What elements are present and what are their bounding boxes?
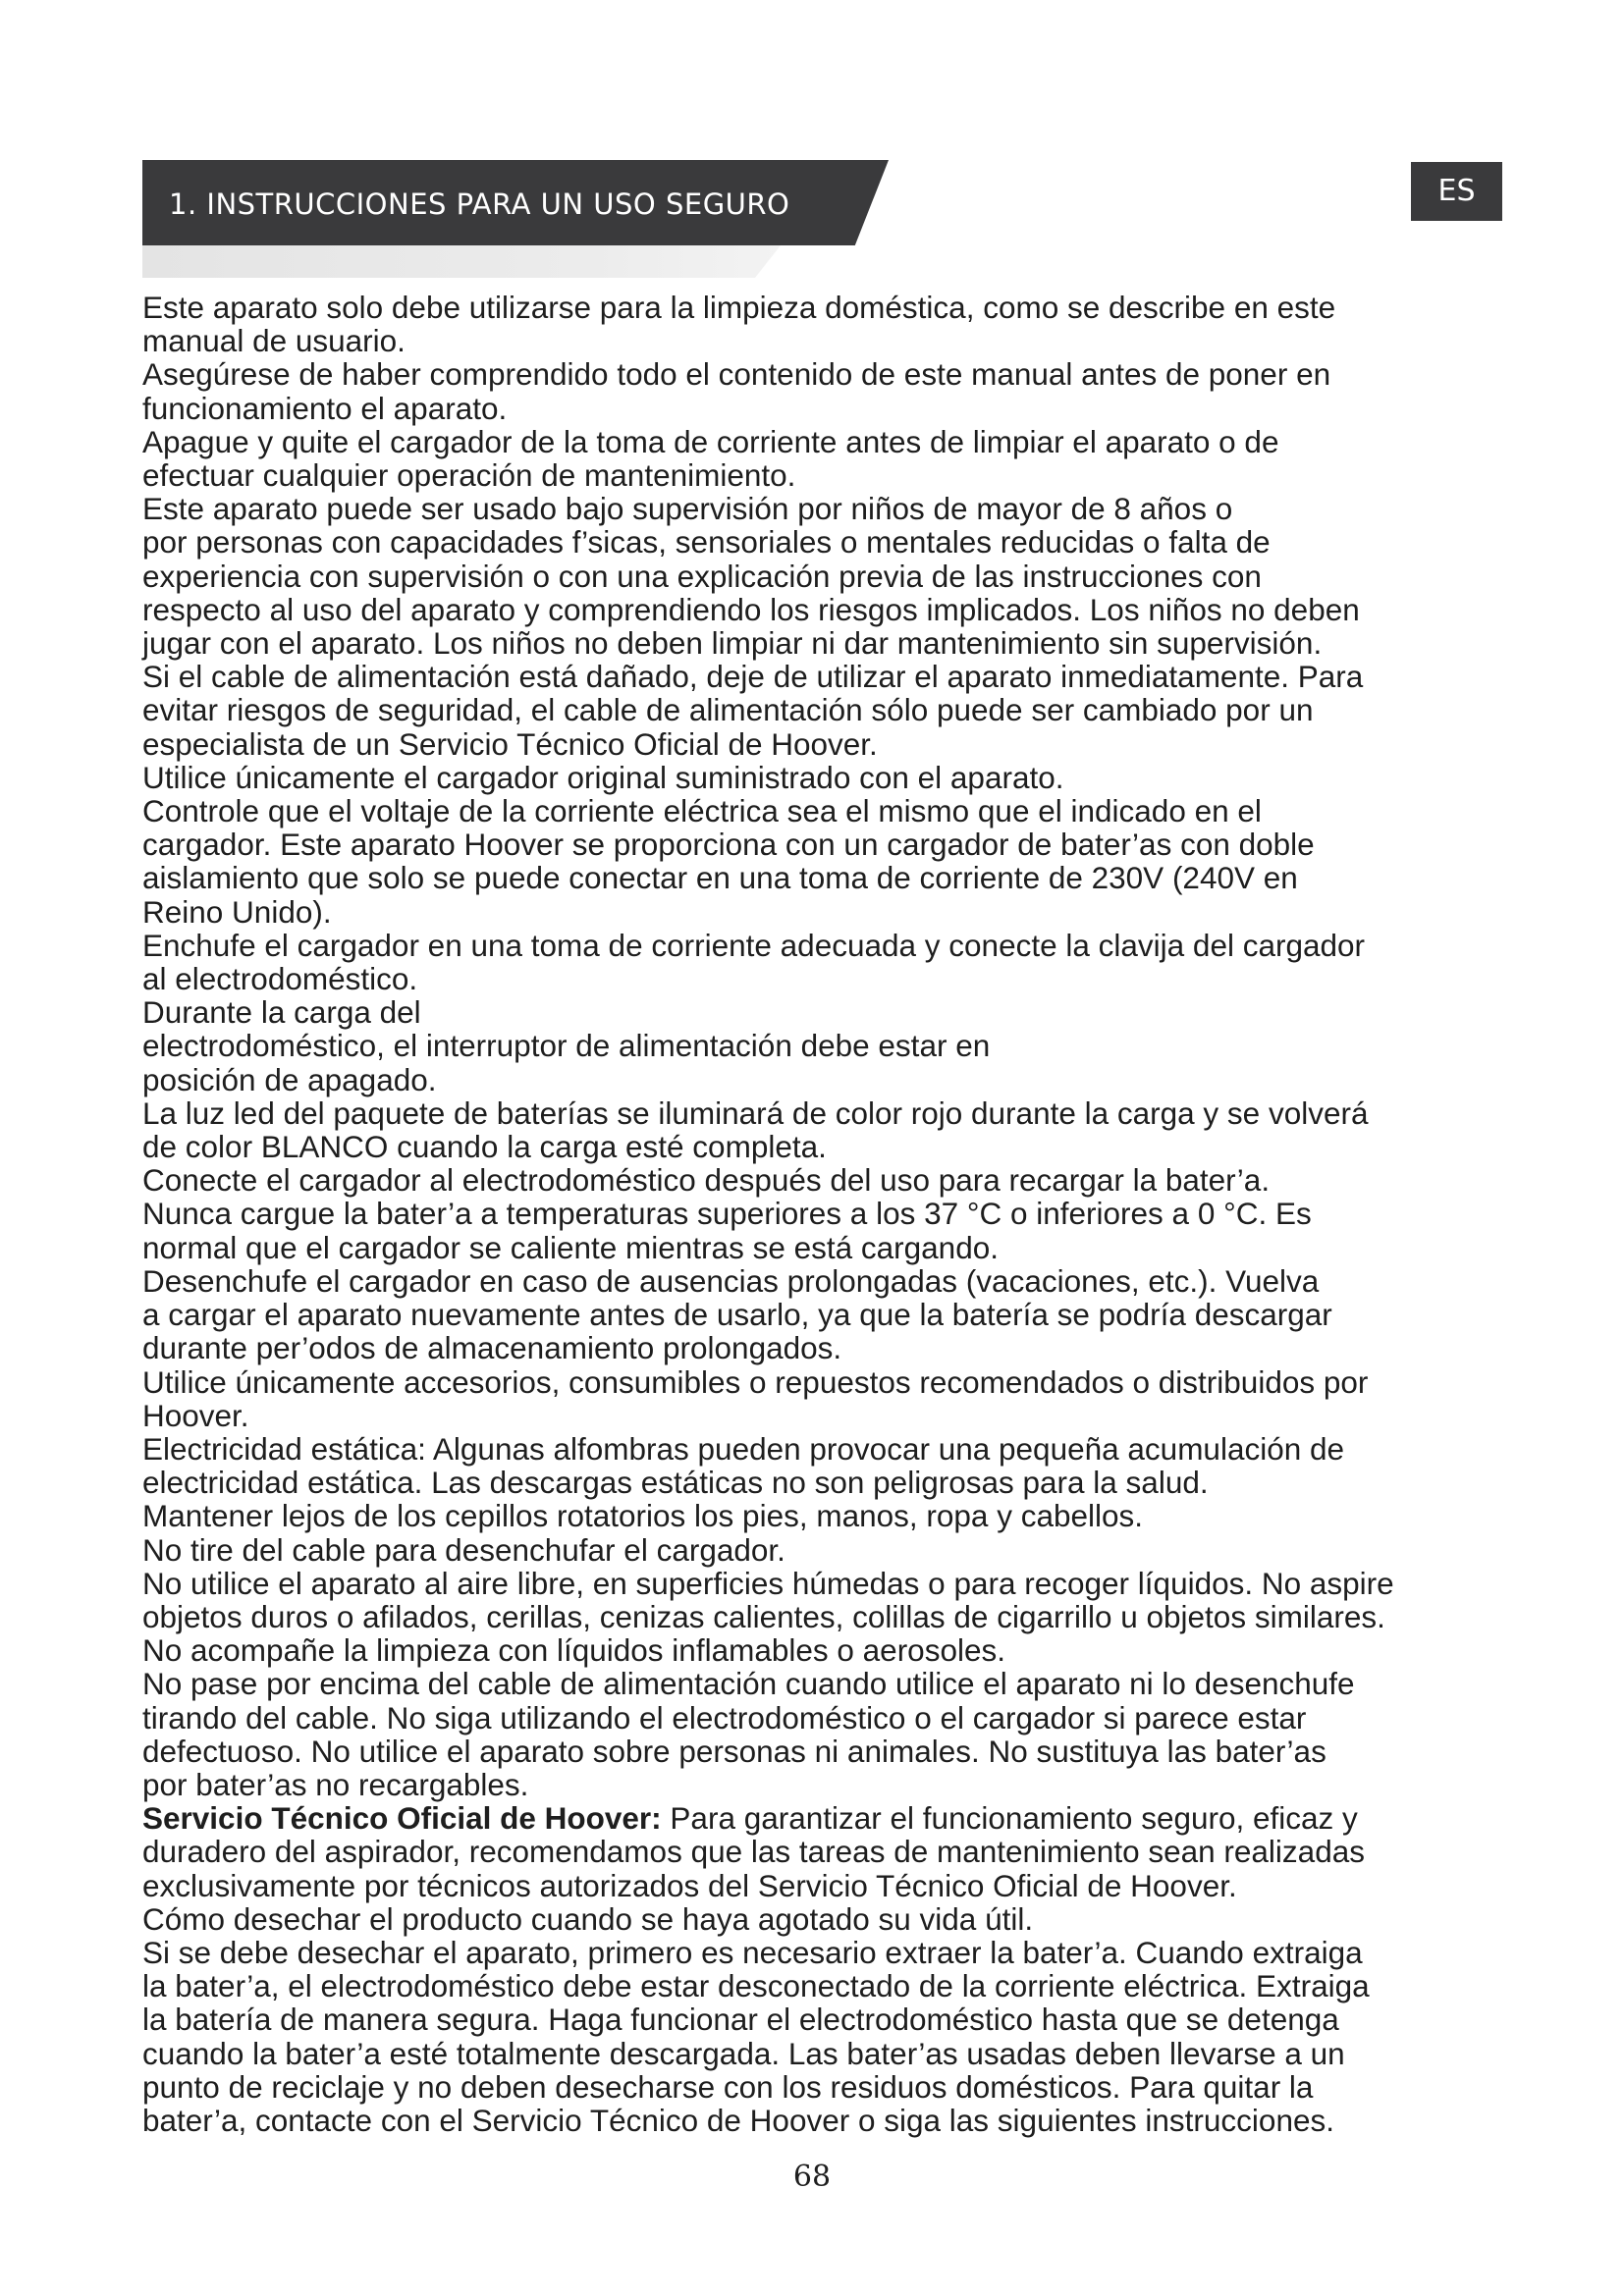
text-line: Cómo desechar el producto cuando se haya agotado su vida útil. (142, 1900, 1034, 1937)
text-line: Asegúrese de haber comprendido todo el contenido de este manual antes de poner en (142, 356, 1331, 393)
text-line: Si se debe desechar el aparato, primero es necesario extraer la bater’a. Cuando extraiga (142, 1934, 1363, 1970)
text-line: jugar con el aparato. Los niños no deben limpiar ni dar mantenimiento sin supervisión. (142, 625, 1323, 662)
text-line: especialista de un Servicio Técnico Oficial de Hoover. (142, 725, 878, 762)
text-line: experiencia con supervisión o con una explicación previa de las instrucciones con (142, 558, 1262, 594)
text-line: objetos duros o afilados, cerillas, cenizas calientes, colillas de cigarrillo u objetos similares. (142, 1598, 1385, 1634)
text-line: normal que el cargador se caliente mientras se está cargando. (142, 1229, 999, 1265)
text-line: Utilice únicamente accesorios, consumibles o repuestos recomendados o distribuidos por (142, 1363, 1369, 1400)
safety-instructions-text (142, 291, 1507, 2137)
text-line: funcionamiento el aparato. (142, 390, 508, 426)
text-line: Controle que el voltaje de la corriente eléctrica sea el mismo que el indicado en el (142, 793, 1262, 829)
text-line: la bater’a, el electrodoméstico debe estar desconectado de la corriente eléctrica. Extraiga (142, 1968, 1370, 2004)
text-line: evitar riesgos de seguridad, el cable de alimentación sólo puede ser cambiado por un (142, 692, 1314, 728)
text-line: No pase por encima del cable de alimentación cuando utilice el aparato ni lo desenchufe (142, 1666, 1355, 1702)
text-line: No tire del cable para desenchufar el cargador. (142, 1531, 785, 1568)
service-line (142, 1801, 1507, 1835)
text-line: exclusivamente por técnicos autorizados del Servicio Técnico Oficial de Hoover. (142, 1867, 1237, 1903)
page-number: 68 (792, 2160, 832, 2194)
text-line: Conecte el cargador al electrodoméstico después del uso para recargar la bater’a. (142, 1162, 1271, 1199)
text-line: La luz led del paquete de baterías se iluminará de color rojo durante la carga y se volverá (142, 1095, 1369, 1131)
text-line: cuando la bater’a esté totalmente descargada. Las bater’as usadas deben llevarse a un (142, 2035, 1345, 2071)
text-line: aislamiento que solo se puede conectar en una toma de corriente de 230V (240V en (142, 860, 1298, 896)
text-line: al electrodoméstico. (142, 961, 418, 997)
text-line: durante per’odos de almacenamiento prolongados. (142, 1330, 842, 1366)
text-line: Este aparato puede ser usado bajo supervisión por niños de mayor de 8 años o (142, 491, 1233, 527)
text-line: la batería de manera segura. Haga funcionar el electrodoméstico hasta que se detenga (142, 2002, 1339, 2038)
text-line: efectuar cualquier operación de mantenimiento. (142, 457, 796, 494)
text-line: Enchufe el cargador en una toma de corriente adecuada y conecte la clavija del cargador (142, 927, 1366, 963)
text-line: manual de usuario. (142, 323, 406, 359)
service-text: Para garantizar el funcionamiento seguro, eficaz y (661, 1800, 1358, 1837)
text-line: punto de reciclaje y no deben desecharse con los residuos domésticos. Para quitar la (142, 2068, 1314, 2105)
text-line: No acompañe la limpieza con líquidos inflamables o aerosoles. (142, 1632, 1005, 1669)
text-line: por personas con capacidades f’sicas, sensoriales o mentales reducidas o falta de (142, 524, 1271, 561)
text-line: electrodoméstico, el interruptor de alimentación debe estar en (142, 1028, 991, 1064)
text-line: cargador. Este aparato Hoover se proporciona con un cargador de bater’as con doble (142, 827, 1315, 863)
text-line: respecto al uso del aparato y comprendiendo los riesgos implicados. Los niños no deben (142, 591, 1360, 627)
text-line: electricidad estática. Las descargas estáticas no son peligrosas para la salud. (142, 1465, 1209, 1501)
text-line: a cargar el aparato nuevamente antes de usarlo, ya que la batería se podría descargar (142, 1297, 1332, 1333)
text-line: Nunca cargue la bater’a a temperaturas superiores a los 37 °C o inferiores a 0 °C. Es (142, 1196, 1312, 1232)
text-line: Durante la carga del (142, 994, 421, 1031)
text-line: No utilice el aparato al aire libre, en superficies húmedas o para recoger líquidos. No aspire (142, 1565, 1394, 1601)
language-badge: ES (1411, 162, 1502, 221)
text-line: defectuoso. No utilice el aparato sobre personas ni animales. No sustituya las bater’as (142, 1733, 1326, 1769)
text-line: Si el cable de alimentación está dañado, deje de utilizar el aparato inmediatamente. Para (142, 659, 1364, 695)
text-line: duradero del aspirador, recomendamos que las tareas de mantenimiento sean realizadas (142, 1834, 1365, 1870)
text-line: Electricidad estática: Algunas alfombras pueden provocar una pequeña acumulación de (142, 1430, 1345, 1467)
section-title: 1. INSTRUCCIONES PARA UN USO SEGURO (169, 187, 790, 221)
text-line: Hoover. (142, 1397, 249, 1433)
text-line: bater’a, contacte con el Servicio Técnico de Hoover o siga las siguientes instrucciones. (142, 2102, 1334, 2138)
text-line: Desenchufe el cargador en caso de ausencias prolongadas (vacaciones, etc.). Vuelva (142, 1262, 1320, 1299)
text-line: posición de apagado. (142, 1061, 437, 1097)
text-line: Este aparato solo debe utilizarse para la limpieza doméstica, como se describe en este (142, 290, 1336, 325)
text-line: Reino Unido). (142, 893, 332, 930)
text-line: Mantener lejos de los cepillos rotatorios los pies, manos, ropa y cabellos. (142, 1498, 1144, 1534)
text-line: por bater’as no recargables. (142, 1766, 529, 1802)
text-line: de color BLANCO cuando la carga esté completa. (142, 1129, 827, 1165)
text-line: Apague y quite el cargador de la toma de corriente antes de limpiar el aparato o de (142, 423, 1279, 459)
text-line: tirando del cable. No siga utilizando el electrodoméstico o el cargador si parece estar (142, 1699, 1307, 1735)
text-line: Utilice únicamente el cargador original suministrado con el aparato. (142, 759, 1064, 795)
section-header-shadow (142, 245, 781, 278)
service-label: Servicio Técnico Oficial de Hoover: (142, 1800, 662, 1837)
